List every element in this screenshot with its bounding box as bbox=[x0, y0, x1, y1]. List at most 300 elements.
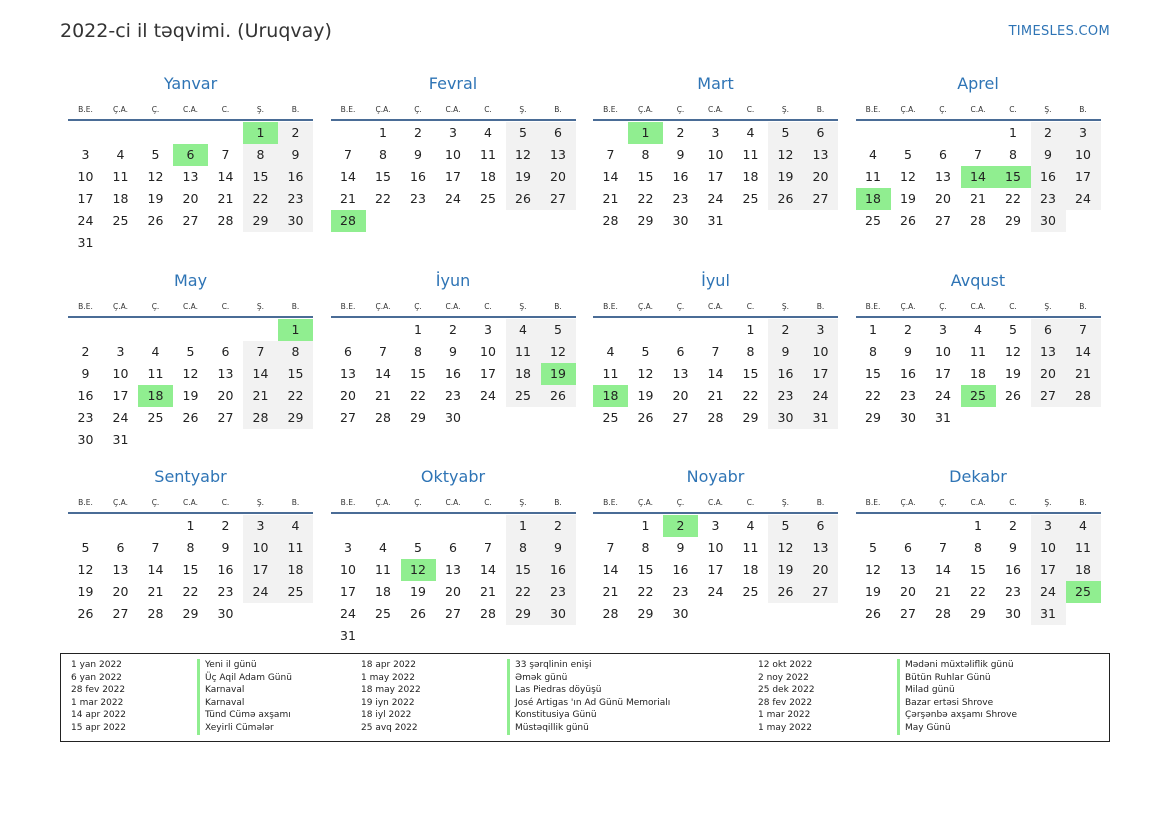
day-cell: 25 bbox=[742, 191, 759, 206]
day-cell: 8 bbox=[256, 147, 265, 162]
weekday-label: Ç. bbox=[676, 301, 685, 311]
month-name: İyun bbox=[435, 270, 471, 290]
weekday-label: Ş. bbox=[519, 301, 527, 311]
weekday-label: C. bbox=[221, 105, 230, 114]
day-cell: 3 bbox=[484, 321, 492, 337]
day-cell: 8 bbox=[519, 540, 527, 555]
day-cell: 16 bbox=[1040, 169, 1056, 184]
day-cell: 29 bbox=[970, 606, 986, 621]
day-cell: 12 bbox=[147, 169, 164, 184]
weekday-label: B. bbox=[554, 498, 562, 507]
day-cell: 14 bbox=[340, 169, 356, 184]
day-cell: 2 bbox=[449, 321, 457, 337]
weekday-label: Ç.A. bbox=[112, 105, 128, 114]
holiday-name: May Günü bbox=[897, 722, 1017, 735]
day-cell: 12 bbox=[515, 147, 531, 162]
day-cell: 27 bbox=[812, 584, 829, 599]
weekday-label: Ç.A. bbox=[375, 301, 391, 311]
month-calendar bbox=[585, 74, 847, 270]
day-cell: 28 bbox=[707, 409, 724, 425]
weekday-label: C.A. bbox=[707, 301, 723, 311]
holiday-day-cell: 6 bbox=[173, 144, 208, 166]
day-cell: 26 bbox=[515, 191, 531, 206]
day-cell: 20 bbox=[340, 387, 356, 403]
holiday-date-column bbox=[71, 659, 126, 735]
day-cell: 25 bbox=[147, 409, 164, 425]
weekday-label: Ç.A. bbox=[112, 301, 128, 311]
day-cell: 20 bbox=[1040, 365, 1056, 381]
holiday-day-cell: 1 bbox=[278, 319, 313, 341]
holiday-day-cell: 18 bbox=[593, 385, 628, 407]
weekday-label: Ç.A. bbox=[637, 301, 653, 311]
month-name: Sentyabr bbox=[154, 467, 227, 486]
holiday-day-cell: 2 bbox=[663, 515, 698, 537]
day-cell: 29 bbox=[182, 606, 199, 621]
day-cell: 31 bbox=[812, 409, 829, 425]
day-cell: 7 bbox=[151, 540, 160, 555]
day-cell: 10 bbox=[340, 562, 356, 577]
month-calendar bbox=[323, 271, 585, 467]
day-cell: 5 bbox=[641, 343, 650, 359]
day-cell: 26 bbox=[777, 584, 794, 599]
holiday-date: 18 apr 2022 bbox=[361, 660, 417, 670]
weekday-label: Ç. bbox=[414, 105, 422, 114]
day-cell: 20 bbox=[812, 562, 829, 577]
day-cell: 10 bbox=[1075, 147, 1091, 162]
day-cell: 19 bbox=[777, 562, 794, 577]
weekday-label: C. bbox=[484, 105, 492, 114]
holiday-date: 28 fev 2022 bbox=[758, 697, 813, 708]
holiday-name: Las Piedras döyüşü bbox=[507, 684, 670, 697]
day-cell: 27 bbox=[672, 409, 689, 425]
day-cell: 8 bbox=[641, 540, 650, 555]
day-cell: 3 bbox=[344, 540, 352, 555]
holiday-name: Tünd Cümə axşamı bbox=[197, 709, 292, 722]
day-cell: 23 bbox=[1005, 584, 1021, 599]
day-cell: 23 bbox=[410, 191, 426, 206]
day-cell: 28 bbox=[147, 606, 164, 621]
day-cell: 2 bbox=[904, 321, 912, 337]
day-cell: 21 bbox=[970, 191, 986, 206]
day-cell: 4 bbox=[379, 540, 387, 555]
day-cell: 26 bbox=[410, 606, 426, 621]
day-cell: 23 bbox=[777, 387, 794, 403]
day-cell: 31 bbox=[935, 409, 951, 425]
day-cell: 18 bbox=[287, 562, 304, 577]
weekday-label: Ç. bbox=[414, 498, 422, 507]
day-cell: 9 bbox=[554, 540, 562, 555]
day-cell: 31 bbox=[77, 235, 94, 250]
month-calendar bbox=[585, 467, 847, 663]
day-cell: 2 bbox=[781, 321, 790, 337]
day-cell: 2 bbox=[221, 518, 230, 533]
day-cell: 11 bbox=[375, 562, 391, 577]
weekday-label: B.E. bbox=[603, 301, 618, 311]
day-cell: 29 bbox=[865, 409, 881, 425]
day-cell: 30 bbox=[777, 409, 794, 425]
weekday-label: Ç. bbox=[676, 498, 685, 507]
day-cell: 10 bbox=[935, 343, 951, 359]
day-cell: 9 bbox=[291, 147, 300, 162]
day-cell: 27 bbox=[812, 191, 829, 206]
weekday-label: C.A. bbox=[182, 105, 198, 114]
day-cell: 1 bbox=[746, 321, 755, 337]
day-cell: 13 bbox=[812, 540, 829, 555]
day-cell: 11 bbox=[480, 147, 496, 162]
holiday-name: Konstitusiya Günü bbox=[507, 709, 670, 722]
day-cell: 27 bbox=[182, 213, 199, 228]
day-cell: 1 bbox=[379, 125, 387, 140]
day-cell: 6 bbox=[449, 540, 457, 555]
day-cell: 25 bbox=[742, 584, 759, 599]
weekday-label: B. bbox=[291, 301, 300, 311]
day-cell: 20 bbox=[900, 584, 916, 599]
weekday-label: C. bbox=[221, 301, 230, 311]
day-cell: 29 bbox=[637, 213, 654, 228]
day-cell: 12 bbox=[1005, 343, 1021, 359]
day-cell: 27 bbox=[900, 606, 916, 621]
day-cell: 5 bbox=[781, 125, 790, 140]
weekday-label: C. bbox=[746, 301, 755, 311]
holiday-date: 1 mar 2022 bbox=[71, 697, 124, 708]
day-cell: 8 bbox=[291, 343, 300, 359]
month-calendar bbox=[60, 271, 322, 467]
day-cell: 15 bbox=[182, 562, 199, 577]
day-cell: 28 bbox=[217, 213, 234, 228]
day-cell: 20 bbox=[445, 584, 461, 599]
day-cell: 16 bbox=[550, 562, 566, 577]
weekday-label: Ş. bbox=[1044, 498, 1052, 507]
day-cell: 13 bbox=[672, 365, 689, 381]
day-cell: 11 bbox=[602, 365, 619, 381]
header-divider bbox=[856, 119, 1101, 121]
day-cell: 5 bbox=[414, 540, 422, 555]
day-cell: 1 bbox=[641, 518, 650, 533]
day-cell: 18 bbox=[480, 169, 496, 184]
day-cell: 3 bbox=[81, 147, 90, 162]
weekday-label: Ç.A. bbox=[637, 105, 653, 114]
day-cell: 27 bbox=[935, 213, 951, 228]
header-divider bbox=[593, 119, 838, 121]
holiday-date-column bbox=[361, 659, 421, 735]
day-cell: 25 bbox=[515, 387, 531, 403]
day-cell: 3 bbox=[711, 518, 720, 533]
day-cell: 1 bbox=[186, 518, 195, 533]
header-divider bbox=[331, 316, 576, 318]
weekday-label: B. bbox=[1079, 498, 1087, 507]
holiday-day-cell: 25 bbox=[961, 385, 996, 407]
day-cell: 19 bbox=[865, 584, 881, 599]
day-cell: 17 bbox=[480, 365, 496, 381]
day-cell: 15 bbox=[637, 562, 654, 577]
day-cell: 30 bbox=[672, 213, 689, 228]
holiday-date: 1 mar 2022 bbox=[758, 710, 811, 721]
day-cell: 28 bbox=[602, 213, 619, 228]
day-cell: 3 bbox=[1044, 518, 1052, 533]
day-cell: 6 bbox=[554, 125, 562, 140]
day-cell: 4 bbox=[746, 518, 755, 533]
weekday-label: C. bbox=[484, 498, 492, 507]
month-name: Noyabr bbox=[686, 467, 745, 486]
day-cell: 1 bbox=[519, 518, 527, 533]
weekday-label: Ç. bbox=[151, 105, 160, 114]
holiday-date: 25 avq 2022 bbox=[361, 722, 418, 733]
day-cell: 2 bbox=[676, 125, 685, 140]
day-cell: 12 bbox=[777, 147, 794, 162]
weekday-header bbox=[331, 105, 576, 117]
day-cell: 17 bbox=[707, 169, 724, 184]
day-cell: 30 bbox=[672, 606, 689, 621]
day-cell: 16 bbox=[1005, 562, 1021, 577]
month-calendar bbox=[585, 271, 847, 467]
weekday-label: B.E. bbox=[865, 105, 881, 114]
day-cell: 13 bbox=[550, 147, 566, 162]
weekday-label: Ç. bbox=[414, 301, 422, 311]
day-cell: 5 bbox=[151, 147, 160, 162]
day-cell: 4 bbox=[974, 321, 982, 337]
day-cell: 6 bbox=[904, 540, 912, 555]
day-cell: 29 bbox=[410, 409, 426, 425]
weekday-label: Ş. bbox=[1044, 301, 1052, 311]
day-cell: 7 bbox=[606, 540, 615, 555]
day-cell: 18 bbox=[1075, 562, 1091, 577]
day-cell: 15 bbox=[865, 365, 881, 381]
day-cell: 14 bbox=[217, 169, 234, 184]
weekday-label: C. bbox=[1009, 301, 1017, 311]
day-cell: 22 bbox=[1005, 191, 1021, 206]
weekday-label: Ş. bbox=[781, 498, 790, 507]
weekday-label: C.A. bbox=[182, 498, 198, 507]
day-cell: 26 bbox=[777, 191, 794, 206]
day-cell: 31 bbox=[707, 213, 724, 228]
day-cell: 27 bbox=[217, 409, 234, 425]
day-cell: 31 bbox=[112, 431, 129, 447]
weekday-header bbox=[68, 498, 313, 510]
weekday-label: B.E. bbox=[78, 498, 93, 507]
day-cell: 6 bbox=[221, 343, 230, 359]
day-cell: 17 bbox=[935, 365, 951, 381]
day-cell: 22 bbox=[970, 584, 986, 599]
day-cell: 21 bbox=[602, 191, 619, 206]
holiday-date: 25 dek 2022 bbox=[758, 685, 815, 696]
day-cell: 6 bbox=[1044, 321, 1052, 337]
weekday-label: C.A. bbox=[970, 498, 986, 507]
day-cell: 2 bbox=[291, 125, 300, 140]
day-cell: 4 bbox=[746, 125, 755, 140]
day-cell: 26 bbox=[900, 213, 916, 228]
day-cell: 20 bbox=[672, 387, 689, 403]
calendar-grid bbox=[60, 74, 1110, 644]
weekday-header bbox=[331, 498, 576, 510]
day-cell: 9 bbox=[81, 365, 90, 381]
weekday-label: B. bbox=[816, 498, 825, 507]
day-cell: 28 bbox=[1075, 387, 1091, 403]
day-cell: 8 bbox=[379, 147, 387, 162]
day-cell: 22 bbox=[410, 387, 426, 403]
day-cell: 19 bbox=[77, 584, 94, 599]
day-cell: 9 bbox=[221, 540, 230, 555]
day-cell: 18 bbox=[515, 365, 531, 381]
weekday-label: Ç.A. bbox=[637, 498, 653, 507]
holiday-name: José Artigas 'ın Ad Günü Memorialı bbox=[507, 697, 670, 710]
weekday-label: B. bbox=[816, 105, 825, 114]
day-cell: 14 bbox=[147, 562, 164, 577]
weekday-label: Ç. bbox=[151, 498, 160, 507]
day-cell: 27 bbox=[340, 409, 356, 425]
day-cell: 26 bbox=[77, 606, 94, 621]
month-name: Yanvar bbox=[163, 74, 218, 93]
day-cell: 9 bbox=[781, 343, 790, 359]
day-cell: 4 bbox=[151, 343, 160, 359]
weekday-label: B.E. bbox=[865, 301, 881, 311]
weekday-label: Ç.A. bbox=[900, 498, 916, 507]
weekday-label: Ç. bbox=[939, 498, 947, 507]
holiday-day-cell: 15 bbox=[996, 166, 1031, 188]
day-cell: 3 bbox=[711, 125, 720, 140]
weekday-label: C. bbox=[221, 498, 230, 507]
day-cell: 15 bbox=[252, 169, 269, 184]
day-cell: 3 bbox=[449, 125, 457, 140]
day-cell: 27 bbox=[112, 606, 129, 621]
day-cell: 11 bbox=[742, 147, 759, 162]
day-cell: 7 bbox=[344, 147, 352, 162]
day-cell: 29 bbox=[1005, 213, 1021, 228]
day-cell: 28 bbox=[935, 606, 951, 621]
weekday-label: B. bbox=[1079, 105, 1087, 114]
day-cell: 2 bbox=[554, 518, 562, 533]
day-cell: 7 bbox=[974, 147, 982, 162]
day-cell: 8 bbox=[414, 343, 422, 359]
day-cell: 10 bbox=[252, 540, 269, 555]
header-divider bbox=[68, 119, 313, 121]
day-cell: 30 bbox=[550, 606, 566, 621]
day-cell: 27 bbox=[550, 191, 566, 206]
day-cell: 7 bbox=[711, 343, 720, 359]
day-cell: 17 bbox=[112, 387, 129, 403]
weekday-label: B. bbox=[1079, 301, 1087, 311]
day-cell: 7 bbox=[379, 343, 387, 359]
month-name: Oktyabr bbox=[420, 467, 486, 486]
day-cell: 24 bbox=[707, 191, 724, 206]
day-cell: 20 bbox=[812, 169, 829, 184]
day-cell: 20 bbox=[935, 191, 951, 206]
weekday-label: B. bbox=[554, 105, 562, 114]
day-cell: 21 bbox=[147, 584, 164, 599]
day-cell: 11 bbox=[742, 540, 759, 555]
holiday-date: 15 apr 2022 bbox=[71, 722, 127, 733]
day-cell: 4 bbox=[606, 343, 615, 359]
day-cell: 14 bbox=[252, 365, 269, 381]
day-cell: 22 bbox=[865, 387, 881, 403]
day-cell: 5 bbox=[186, 343, 195, 359]
day-cell: 23 bbox=[672, 191, 689, 206]
day-cell: 21 bbox=[375, 387, 391, 403]
day-cell: 6 bbox=[116, 540, 125, 555]
day-cell: 21 bbox=[935, 584, 951, 599]
day-cell: 3 bbox=[939, 321, 947, 337]
day-cell: 16 bbox=[287, 169, 304, 184]
day-cell: 21 bbox=[340, 191, 356, 206]
holiday-day-cell: 12 bbox=[401, 559, 436, 581]
day-cell: 30 bbox=[1040, 213, 1056, 228]
day-cell: 9 bbox=[1044, 147, 1052, 162]
day-cell: 10 bbox=[707, 540, 724, 555]
holiday-date: 2 noy 2022 bbox=[758, 672, 809, 683]
day-cell: 22 bbox=[515, 584, 531, 599]
weekday-label: Ç. bbox=[939, 301, 947, 311]
day-cell: 22 bbox=[375, 191, 391, 206]
header-divider bbox=[856, 512, 1101, 514]
day-cell: 14 bbox=[480, 562, 496, 577]
holiday-name: Bütün Ruhlar Günü bbox=[897, 672, 1017, 685]
day-cell: 19 bbox=[777, 169, 794, 184]
header-divider bbox=[68, 512, 313, 514]
day-cell: 29 bbox=[287, 409, 304, 425]
day-cell: 22 bbox=[287, 387, 304, 403]
day-cell: 16 bbox=[900, 365, 916, 381]
day-cell: 24 bbox=[340, 606, 356, 621]
day-cell: 25 bbox=[287, 584, 304, 599]
day-cell: 24 bbox=[1040, 584, 1056, 599]
day-cell: 16 bbox=[410, 169, 426, 184]
weekday-label: Ş. bbox=[256, 301, 265, 311]
day-cell: 2 bbox=[1009, 518, 1017, 533]
day-cell: 17 bbox=[252, 562, 269, 577]
brand-link[interactable]: TIMESLES.COM bbox=[1008, 24, 1110, 39]
day-cell: 27 bbox=[445, 606, 461, 621]
holiday-date: 1 may 2022 bbox=[758, 722, 812, 733]
day-cell: 13 bbox=[182, 169, 199, 184]
day-cell: 8 bbox=[186, 540, 195, 555]
holiday-list bbox=[60, 653, 1110, 742]
day-cell: 4 bbox=[484, 125, 492, 140]
day-cell: 27 bbox=[1040, 387, 1056, 403]
holiday-day-cell: 1 bbox=[243, 122, 278, 144]
weekday-label: B. bbox=[816, 301, 825, 311]
day-cell: 26 bbox=[865, 606, 881, 621]
day-cell: 28 bbox=[602, 606, 619, 621]
day-cell: 12 bbox=[77, 562, 94, 577]
day-cell: 14 bbox=[602, 562, 619, 577]
day-cell: 6 bbox=[939, 147, 947, 162]
day-cell: 6 bbox=[816, 125, 825, 140]
day-cell: 13 bbox=[112, 562, 129, 577]
day-cell: 8 bbox=[1009, 147, 1017, 162]
holiday-name: Karnaval bbox=[197, 697, 292, 710]
day-cell: 15 bbox=[970, 562, 986, 577]
weekday-label: Ç.A. bbox=[900, 301, 916, 311]
weekday-label: Ş. bbox=[781, 105, 790, 114]
day-cell: 15 bbox=[515, 562, 531, 577]
day-cell: 5 bbox=[904, 147, 912, 162]
weekday-label: C.A. bbox=[445, 498, 461, 507]
day-cell: 8 bbox=[869, 343, 877, 359]
day-cell: 17 bbox=[1040, 562, 1056, 577]
day-cell: 1 bbox=[974, 518, 982, 533]
day-cell: 25 bbox=[602, 409, 619, 425]
day-cell: 19 bbox=[637, 387, 654, 403]
day-cell: 30 bbox=[287, 213, 304, 228]
day-cell: 24 bbox=[812, 387, 829, 403]
holiday-day-cell: 28 bbox=[331, 210, 366, 232]
weekday-label: Ç.A. bbox=[375, 498, 391, 507]
weekday-label: C.A. bbox=[970, 301, 986, 311]
holiday-day-cell: 25 bbox=[1066, 581, 1101, 603]
holiday-day-cell: 18 bbox=[138, 385, 173, 407]
day-cell: 23 bbox=[1040, 191, 1056, 206]
day-cell: 24 bbox=[1075, 191, 1091, 206]
day-cell: 10 bbox=[480, 343, 496, 359]
